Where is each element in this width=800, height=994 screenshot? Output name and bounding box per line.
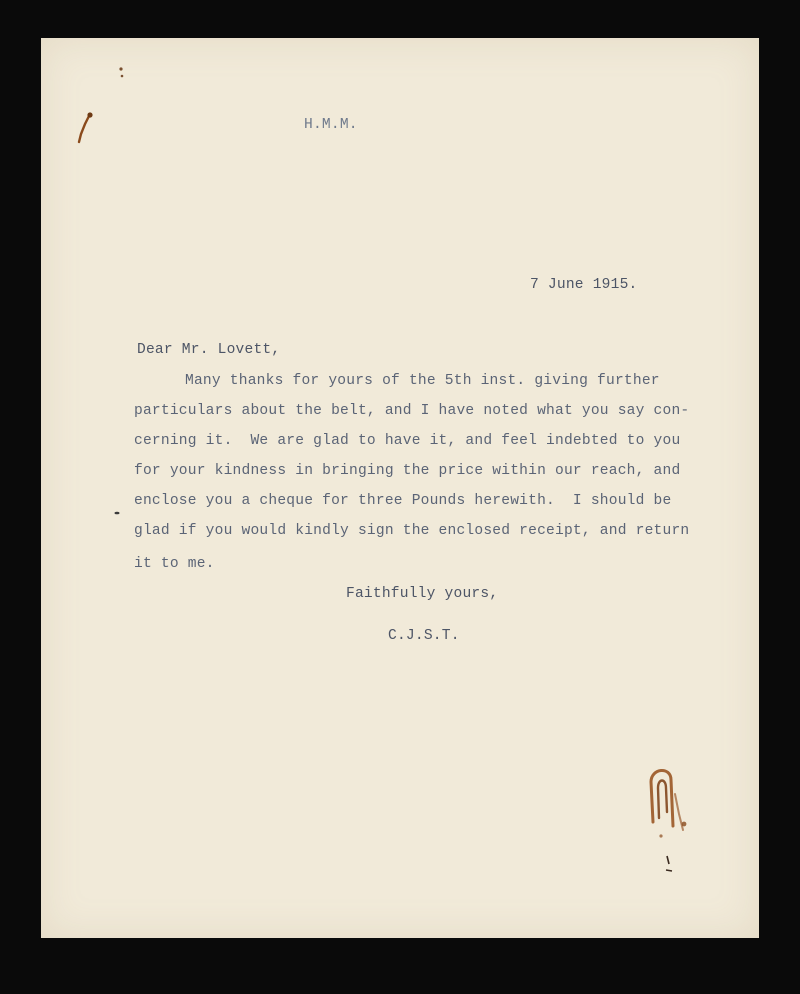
ink-spot-mark	[75, 110, 95, 146]
body-line: for your kindness in bringing the price within our reach, and	[134, 463, 681, 479]
salutation: Dear Mr. Lovett,	[137, 342, 281, 358]
closing: Faithfully yours,	[346, 586, 499, 602]
signature-initials: C.J.S.T.	[388, 628, 460, 644]
letter-page	[41, 38, 759, 938]
body-line: it to me.	[134, 556, 215, 572]
margin-dot-mark	[113, 510, 121, 516]
body-line: glad if you would kindly sign the enclosed receipt, and return	[134, 523, 690, 539]
rust-paperclip-stain	[639, 760, 697, 878]
body-line: cerning it. We are glad to have it, and feel indebted to you	[134, 433, 681, 449]
ink-dot-mark	[117, 66, 127, 80]
body-line: Many thanks for yours of the 5th inst. giving further	[185, 373, 660, 389]
body-line: enclose you a cheque for three Pounds herewith. I should be	[134, 493, 672, 509]
body-line: particulars about the belt, and I have noted what you say con-	[134, 403, 690, 419]
reference-initials: H.M.M.	[304, 117, 358, 133]
letter-date: 7 June 1915.	[530, 277, 638, 293]
